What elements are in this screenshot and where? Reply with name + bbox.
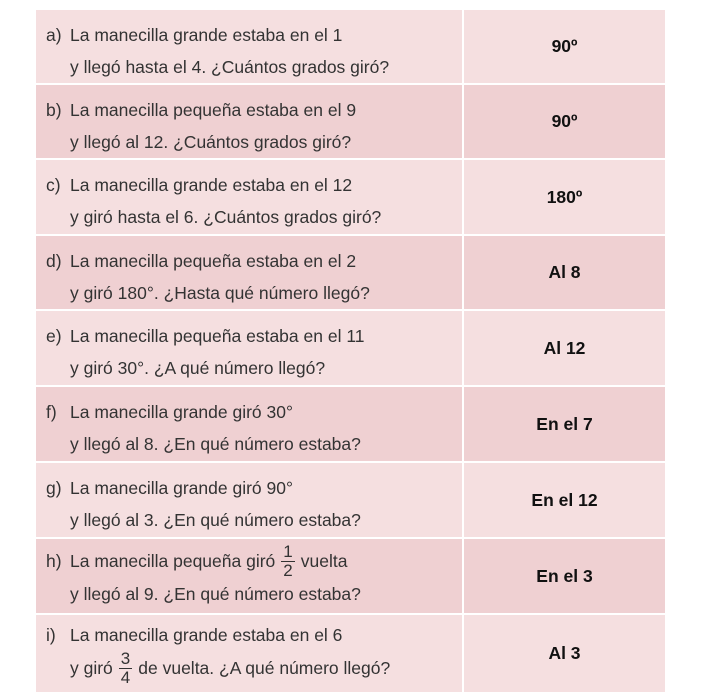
question-line-2: y llegó al 3. ¿En qué número estaba?	[70, 510, 361, 530]
item-letter: e)	[46, 326, 62, 346]
answer-cell: Al 12	[543, 337, 586, 358]
question-cell	[36, 10, 464, 83]
fraction-one-half	[281, 543, 294, 580]
table-row-c	[36, 160, 665, 236]
item-letter: c)	[46, 175, 61, 195]
table-row-f	[36, 387, 665, 463]
question-line-2: y llegó al 9. ¿En qué número estaba?	[70, 584, 361, 604]
question-cell	[36, 85, 464, 158]
table-row-h	[36, 539, 665, 615]
answer-cell: En el 12	[531, 489, 598, 510]
item-letter: f)	[46, 402, 57, 422]
item-letter: i)	[46, 625, 56, 645]
item-letter: g)	[46, 478, 62, 498]
question-line-2-post: de vuelta. ¿A qué número llegó?	[138, 658, 391, 678]
question-line-2: y llegó al 8. ¿En qué número estaba?	[70, 434, 361, 454]
fraction-denominator: 2	[283, 560, 293, 580]
question-cell	[36, 463, 464, 537]
answer-cell: 180º	[546, 186, 583, 207]
item-letter: b)	[46, 100, 62, 120]
question-line-2: y giró hasta el 6. ¿Cuántos grados giró?	[70, 207, 382, 227]
fraction-three-quarters	[119, 650, 132, 687]
question-line-1: La manecilla grande estaba en el 12	[70, 175, 353, 195]
table-row-d	[36, 236, 665, 311]
fraction-numerator: 1	[283, 541, 293, 561]
answer-cell: En el 7	[536, 413, 593, 434]
question-line-1: La manecilla grande estaba en el 1	[70, 25, 343, 45]
exercise-table	[36, 10, 665, 692]
question-line-2: y llegó hasta el 4. ¿Cuántos grados giró?	[70, 57, 390, 77]
question-line-1: La manecilla grande giró 30°	[70, 402, 293, 422]
question-line-1: La manecilla pequeña estaba en el 9	[70, 100, 357, 120]
question-cell	[36, 236, 464, 309]
question-line-2: y llegó al 12. ¿Cuántos grados giró?	[70, 132, 352, 152]
question-line-1: La manecilla grande estaba en el 6	[70, 625, 343, 645]
question-line-1-post: vuelta	[300, 551, 348, 571]
answer-cell: Al 3	[548, 643, 581, 663]
question-line-1: La manecilla grande giró 90°	[70, 478, 293, 498]
item-letter: h)	[46, 551, 62, 571]
question-cell	[36, 615, 464, 692]
question-line-1: La manecilla pequeña estaba en el 11	[70, 326, 365, 346]
table-row-i	[36, 615, 665, 692]
item-letter: a)	[46, 25, 62, 45]
table-row-g	[36, 463, 665, 539]
question-cell	[36, 311, 464, 385]
question-line-2: y giró 180°. ¿Hasta qué número llegó?	[70, 283, 370, 303]
table-row-e	[36, 311, 665, 387]
fraction-denominator: 4	[120, 667, 131, 687]
question-cell	[36, 539, 464, 613]
answer-cell: 90º	[551, 36, 578, 56]
table-row-a	[36, 10, 665, 85]
item-letter: d)	[46, 251, 62, 271]
question-cell	[36, 387, 464, 461]
answer-cell: Al 8	[548, 262, 581, 282]
fraction-numerator: 3	[120, 648, 131, 668]
answer-cell: En el 3	[536, 565, 593, 586]
question-line-2: y giró 30°. ¿A qué número llegó?	[70, 358, 326, 378]
question-line-1: La manecilla pequeña estaba en el 2	[70, 251, 357, 271]
question-line-1-pre: La manecilla pequeña giró	[70, 551, 276, 571]
question-cell	[36, 160, 464, 234]
table-row-b	[36, 85, 665, 160]
question-line-2-pre: y giró	[70, 658, 113, 678]
answer-cell: 90º	[551, 111, 578, 131]
